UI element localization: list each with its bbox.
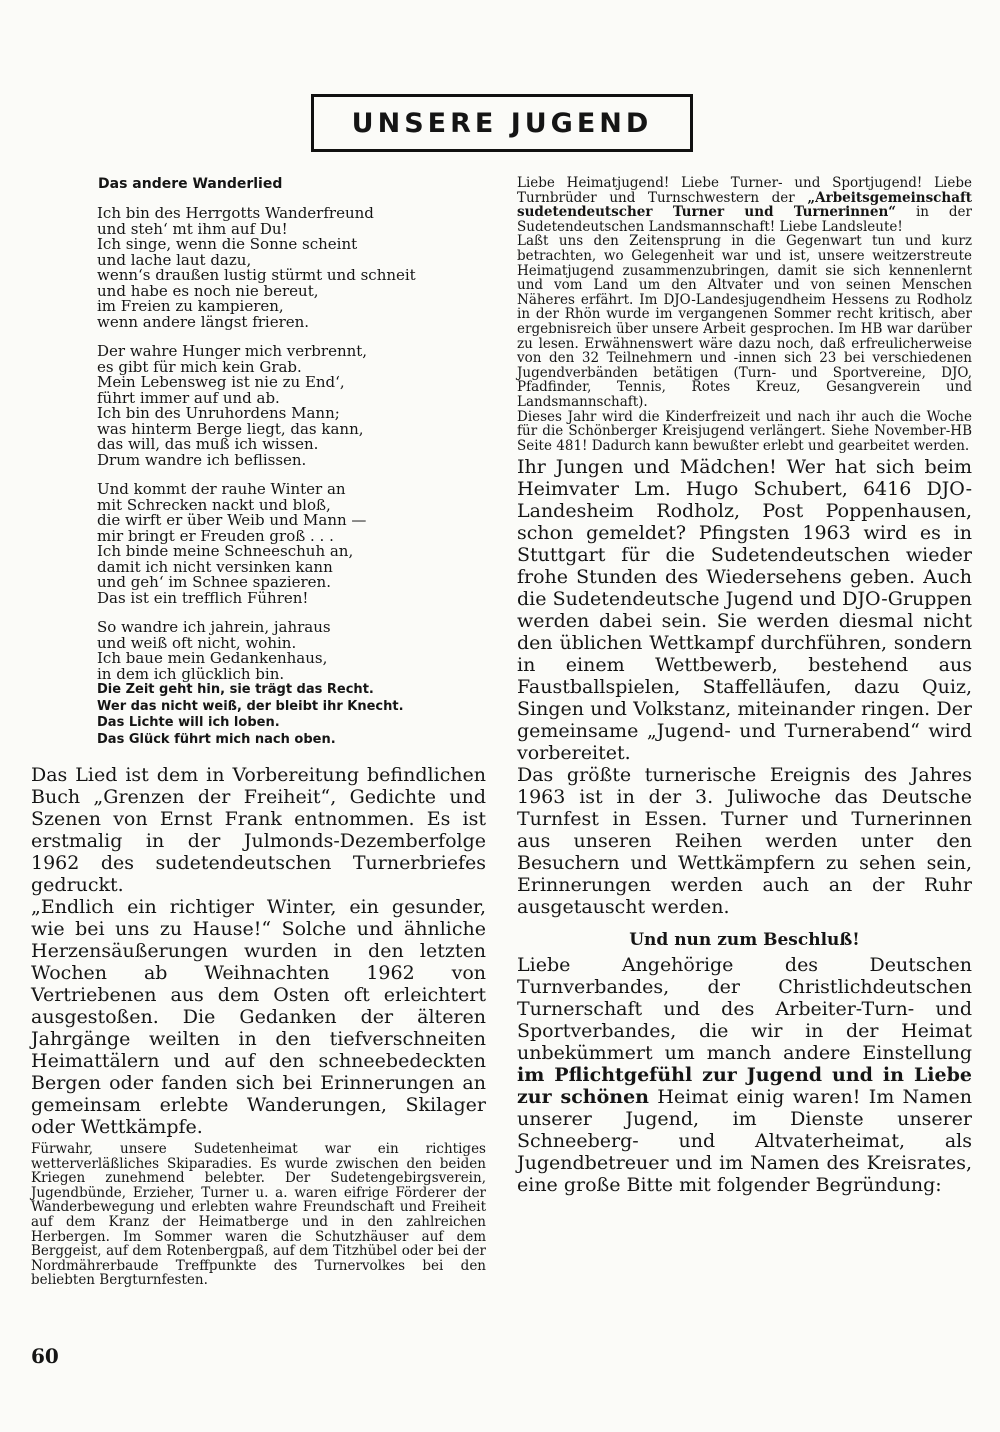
poem-line: was hinterm Berge liegt, das kann, bbox=[97, 419, 364, 438]
poem-bold-lines bbox=[31, 682, 486, 748]
poem-line: wenn‘s draußen lustig stürmt und schneit bbox=[97, 266, 416, 284]
greeting-text-c: in der Sudetendeutschen Landsmannschaft! Liebe Landsleute! bbox=[517, 204, 972, 235]
poem-line: Drum wandre ich beflissen. bbox=[97, 450, 307, 469]
section-title: UNSERE JUGEND bbox=[351, 107, 653, 139]
greeting-text-a: Liebe Heimatjugend! Liebe Turner- und Sportjugend! Liebe Turnbrüder und Turnschwestern der bbox=[517, 175, 972, 206]
poem-line: im Freien zu kampieren, bbox=[97, 297, 284, 315]
poem-line: Der wahre Hunger mich verbrennt, bbox=[97, 342, 368, 360]
poem-line: So wandre ich jahrein, jahraus bbox=[97, 618, 331, 636]
greeting-paragraph bbox=[517, 176, 972, 234]
intro-paragraph: Das Lied ist dem in Vorbereitung befindlichen Buch „Grenzen der Freiheit“, Gedichte und Szenen von Ernst Frank entnommen. Es ist erstmalig in der Julmonds-Dezemberfolge 1962 des sudetendeutschen Turnerbriefes gedruckt. bbox=[31, 764, 486, 896]
poem-stanza-1 bbox=[97, 206, 486, 330]
left-column bbox=[31, 176, 486, 1288]
closing-emphasis: im Pflichtgefühl zur Jugend und in Liebe zur schönen bbox=[517, 1064, 972, 1109]
poem-line: Ich bin des Herrgotts Wanderfreund bbox=[97, 204, 374, 222]
kinderfreizeit-paragraph: Dieses Jahr wird die Kinderfreizeit und nach ihr auch die Woche für die Schönberger Kreisjugend verlängert. Siehe November-HB Seite 481! Dadurch kann bewußter erlebt und gearbeitet werden. bbox=[517, 408, 972, 454]
poem-line: wenn andere längst frieren. bbox=[97, 312, 310, 331]
poem-line: Wer das nicht weiß, der bleibt ihr Knecht. bbox=[97, 698, 404, 714]
poem-line: Ich singe, wenn die Sonne scheint bbox=[97, 235, 358, 253]
poem-line: führt immer auf und ab. bbox=[97, 388, 280, 407]
pfingsten-paragraph: Ihr Jungen und Mädchen! Wer hat sich beim Heimvater Lm. Hugo Schubert, 6416 DJO-Landesheim Rodholz, Post Poppenhausen, schon gemeldet? Pfingsten 1963 wird es in Stuttgart für die Sudetendeutschen wieder frohe Stunden des Wiedersehens geben. Auch die Sudetendeutsche Jugend und DJO-Gruppen werden dabei sein. Sie werden diesmal nicht den üblichen Wettkampf durchführen, sondern in einem Wettbewerb, bestehend aus Faustballspielen, Staffelläufen, dazu Quiz, Singen und Volkstanz, miteinander ringen. Der gemeinsame „Jugend- und Turnerabend“ wird vorbereitet. bbox=[517, 456, 972, 765]
skiparadies-paragraph: Fürwahr, unsere Sudetenheimat war ein richtiges wetterverläßliches Skiparadies. Es wurde zwischen den beiden Kriegen zunehmend belebter. Der Sudetengebirgsverein, Jugendbünde, Erzieher, Turner u. a. waren eifrige Förderer der Wanderbewegung und erlebten wahre Freundschaft und Freiheit auf dem Kranz der Heimatberge und in den zahlreichen Herbergen. Im Sommer waren die Schutzhäuser auf dem Berggeist, auf dem Rotenbergpaß, auf dem Titzhübel oder bei der Nordmährerbaude Treffpunkte des Turnervolkes bei den beliebten Bergturnfesten. bbox=[31, 1141, 486, 1289]
greeting-org-name: „Arbeitsgemeinschaft sudetendeutscher Turner und Turnerinnen“ bbox=[517, 189, 972, 221]
section-title-box bbox=[311, 94, 693, 152]
closing-paragraph bbox=[517, 954, 972, 1196]
rodholz-paragraph: Laßt uns den Zeitensprung in die Gegenwart tun und kurz betrachten, wo Gelegenheit war und ist, unsere weitzerstreute Heimatjugend zusammenzubringen, damit sie sich kennenlernt und vom Land um den Altvater und von seinen Menschen Näheres erfährt. Im DJO-Landesjugendheim Hessens zu Rodholz in der Rhön wurde im vergangenen Sommer recht kritisch, aber ergebnisreich über unsere Arbeit gesprochen. Im HB war darüber zu lesen. Erwähnenswert wäre dazu noch, daß erfreulicherweise von den 32 Teilnehmern und -innen sich 23 bei verschiedenen Jugendverbänden betätigen (Turn- und Sportvereine, DJO, Pfadfinder, Tennis, Rotes Kreuz, Gesangverein und Landsmannschaft). bbox=[517, 233, 972, 410]
poem-line: Das Lichte will ich loben. bbox=[97, 715, 280, 730]
poem-line: und weiß oft nicht, wohin. bbox=[97, 633, 297, 652]
poem-line: Ich binde meine Schneeschuh an, bbox=[97, 542, 354, 560]
closing-text-c: Heimat einig waren! Im Namen unserer Jugend, im Dienste unserer Schneeberg- und Altvaterheimat, als Jugendbetreuer und im Namen des Kreisrates, eine große Bitte mit folgender Begründung: bbox=[517, 1086, 972, 1197]
poem-stanza-3 bbox=[97, 482, 486, 606]
poem-line: Das ist ein trefflich Führen! bbox=[97, 588, 309, 607]
poem-line: mit Schrecken nackt und bloß, bbox=[97, 495, 331, 514]
poem-line: Die Zeit geht hin, sie trägt das Recht. bbox=[97, 682, 374, 697]
poem-line: mir bringt er Freuden groß . . . bbox=[97, 526, 334, 545]
poem-line: Ich bin des Unruhordens Mann; bbox=[97, 404, 340, 422]
poem-line: das will, das muß ich wissen. bbox=[97, 435, 319, 453]
poem-title: Das andere Wanderlied bbox=[98, 176, 283, 192]
winter-paragraph: „Endlich ein richtiger Winter, ein gesunder, wie bei uns zu Hause!“ Solche und ähnliche Herzensäußerungen wurden in den letzten Wochen ab Weihnachten 1962 von Vertriebenen aus dem Osten oft erleichtert ausgestoßen. Die Gedanken der älteren Jahrgänge weilten in den tiefverschneiten Heimattälern und auf den schneebedeckten Bergen oder fanden sich bei Erinnerungen an gemeinsam erlebte Wanderungen, Skilager oder Wettkämpfe. bbox=[31, 896, 486, 1138]
poem-line: es gibt für mich kein Grab. bbox=[97, 357, 302, 376]
right-column bbox=[517, 176, 972, 1196]
poem-stanza-2 bbox=[97, 344, 486, 468]
turnfest-paragraph: Das größte turnerische Ereignis des Jahres 1963 ist in der 3. Juliwoche das Deutsche Turnfest in Essen. Turner und Turnerinnen aus unseren Reihen werden unter den Besuchern und Wettkämpfern zu sehen sein, Erinnerungen werden auch an der Ruhr ausgetauscht werden. bbox=[517, 764, 972, 919]
poem-line: und habe es noch nie bereut, bbox=[97, 281, 319, 300]
poem-line: Und kommt der rauhe Winter an bbox=[97, 480, 346, 498]
poem-line: Das Glück führt mich nach oben. bbox=[97, 731, 336, 747]
poem-line: und steh‘ mt ihm auf Du! bbox=[97, 219, 288, 238]
poem-line: in dem ich glücklich bin. bbox=[97, 664, 285, 683]
poem-line: damit ich nicht versinken kann bbox=[97, 557, 333, 576]
poem-line: Mein Lebensweg ist nie zu End‘, bbox=[97, 373, 345, 391]
closing-heading: Und nun zum Beschluß! bbox=[629, 930, 860, 951]
poem-line: und lache laut dazu, bbox=[97, 250, 252, 269]
page-number: 60 bbox=[31, 1344, 59, 1368]
poem-line: Ich baue mein Gedankenhaus, bbox=[97, 649, 328, 667]
poem-line: und geh‘ im Schnee spazieren. bbox=[97, 573, 331, 591]
poem-line: die wirft er über Weib und Mann — bbox=[97, 511, 367, 529]
closing-text-a: Liebe Angehörige des Deutschen Turnverbandes, der Christlichdeutschen Turnerschaft und des Arbeiter-Turn- und Sportverbandes, die wir in der Heimat unbekümmert um manch andere Einstellung bbox=[517, 954, 972, 1065]
poem-stanza-4 bbox=[97, 620, 486, 682]
